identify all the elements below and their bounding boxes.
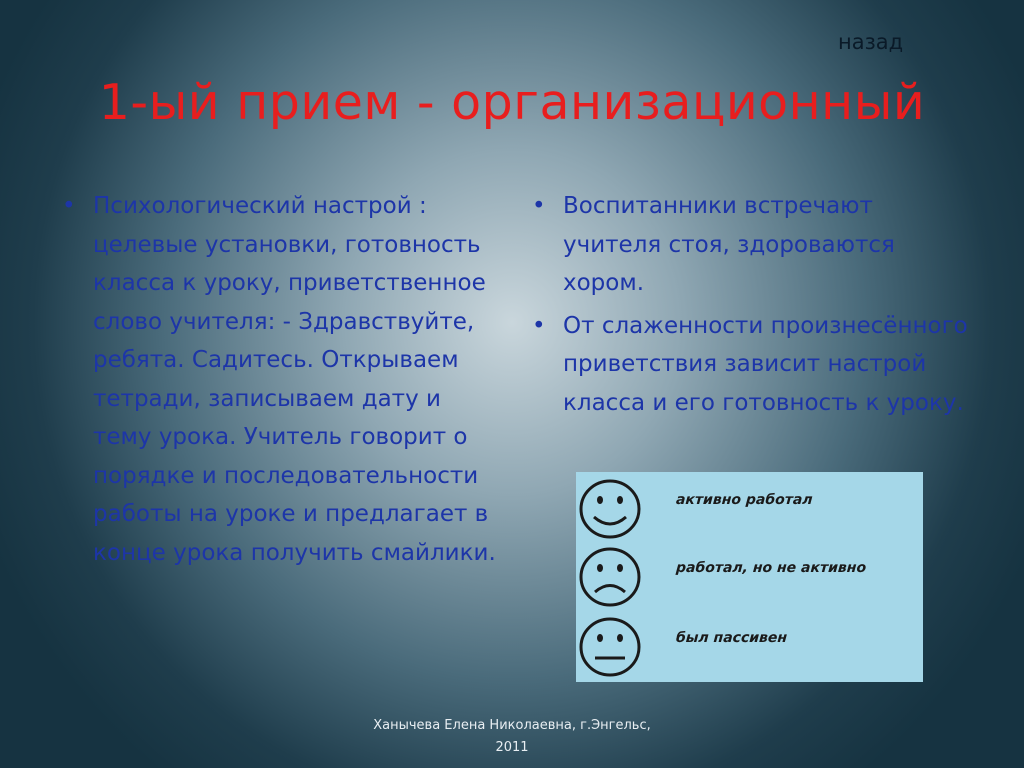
sad-face-icon [578, 545, 644, 609]
smiley-row-not-active [576, 542, 923, 607]
smiley-label: работал, но не активно [675, 560, 867, 576]
bullet-icon: • [532, 193, 546, 219]
left-bullet-item [62, 187, 502, 572]
smiley-legend-image [576, 472, 923, 682]
left-column [62, 187, 502, 576]
neutral-face-icon [578, 615, 644, 679]
smiley-row-passive [576, 612, 923, 677]
left-bullet-text: Психологический настрой : целевые установки, готовность класса к уроку, приветственное слово учителя: - Здравствуйте, ребята. Садитесь. Открываем тетради, записываем дату и тему урока. Учитель говорит о порядке и последовательности работы на уроке и предлагает в конце урока получить смайлики. [93, 193, 496, 566]
right-column [532, 187, 972, 426]
left-bullet-list [62, 187, 502, 572]
back-link[interactable]: назад [838, 30, 904, 54]
bullet-icon: • [532, 312, 546, 339]
smiley-row-active [576, 474, 923, 539]
right-bullet-text: Воспитанники встречают учителя стоя, здороваются хором. [563, 193, 895, 296]
smiling-face-icon [578, 477, 644, 541]
footer-year: 2011 [495, 740, 529, 755]
bullet-icon: • [62, 193, 76, 219]
footer-author: Ханычева Елена Николаевна, г.Энгельс, [373, 718, 651, 733]
right-bullet-list [532, 187, 972, 422]
smiley-label: был пассивен [675, 630, 788, 646]
right-bullet-item [532, 307, 972, 423]
footer [330, 715, 694, 759]
right-bullet-item [532, 187, 972, 303]
smiley-label: активно работал [675, 492, 814, 508]
slide-title: 1-ый прием - организационный [98, 74, 926, 131]
right-bullet-text: От слаженности произнесённого приветствия зависит настрой класса и его готовность к уроку. [563, 312, 968, 416]
